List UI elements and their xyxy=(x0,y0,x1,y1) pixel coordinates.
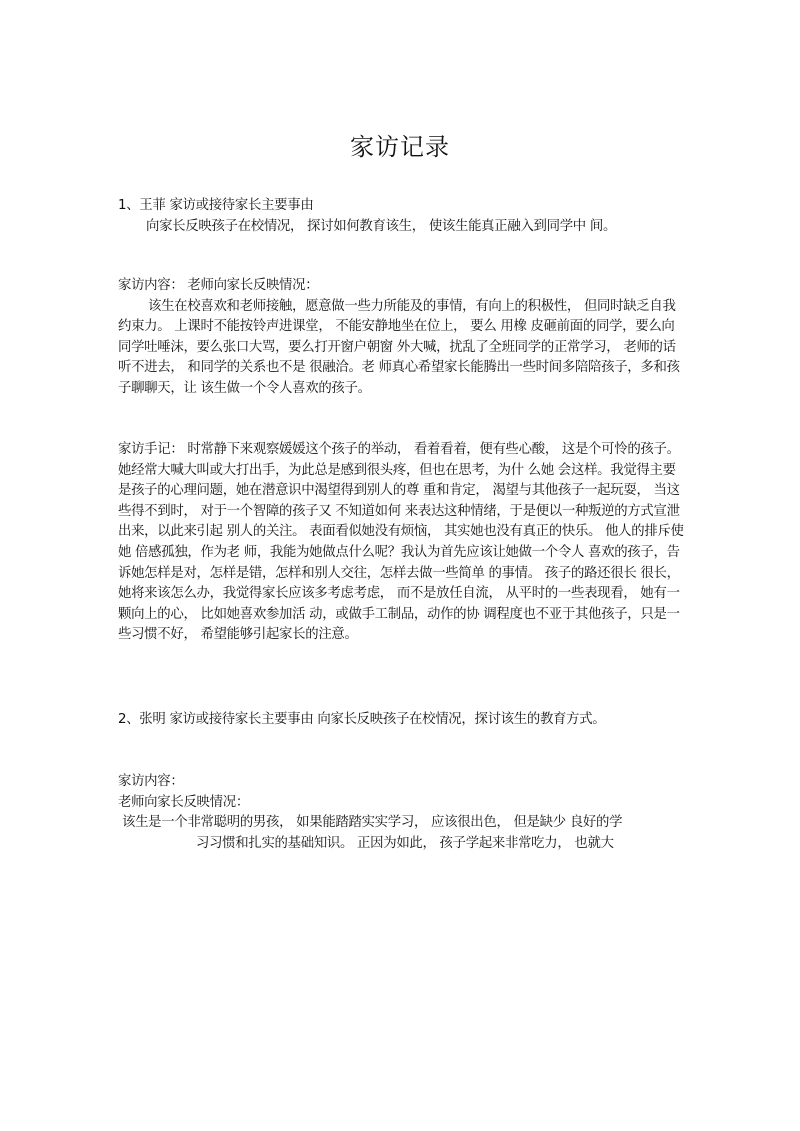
document-title: 家访记录 xyxy=(350,133,450,161)
section-2-content-sublabel: 老师向家长反映情况： xyxy=(118,794,249,810)
section-2-content-line-2: 习习惯和扎实的基础知识。 正因为如此， 孩子学起来非常吃力， 也就大 xyxy=(196,835,614,851)
section-1-heading: 1、王菲 家访或接待家长主要事由 xyxy=(118,198,314,213)
section-2-content-block xyxy=(118,772,684,854)
section-2-heading: 2、张明 家访或接待家长主要事由 向家长反映孩子在校情况，探讨该生的教育方式。 xyxy=(118,712,606,727)
section-1-heading-block xyxy=(118,196,684,237)
section-1-notes-label: 家访手记： xyxy=(118,442,184,457)
section-1-reason: 向家长反映孩子在校情况， 探讨如何教育该生， 使该生能真正融入到同学中 间。 xyxy=(146,218,617,234)
section-2-content-label: 家访内容： xyxy=(118,774,184,789)
section-1-content-block xyxy=(118,276,684,400)
section-2-content-line-1: 该生是一个非常聪明的男孩， 如果能踏踏实实学习， 应该很出色， 但是缺少 良好的学 xyxy=(122,815,623,831)
section-1-content-label: 家访内容： 老师向家长反映情况： xyxy=(118,278,319,293)
section-1-notes-paragraph xyxy=(118,440,684,646)
section-2-heading-block xyxy=(118,710,684,731)
section-1-content-text: 该生在校喜欢和老师接触，愿意做一些力所能及的事情，有向上的积极性， 但同时缺乏自我约束力。 上课时不能按铃声进课堂， 不能安静地坐在位上， 要么 用橡 皮砸前面的同学，要么向同学吐唾沫，要么张口大骂，要么打开窗户朝窗 外大喊，扰乱了全班同学的正常学习， 老师的话听不进去， 和同学的关系也不是 很融洽。老 师真心希望家长能腾出一些时间多陪陪孩子，多和孩子聊聊天，让 该生做一个令人喜欢的孩子。 xyxy=(118,298,680,396)
section-1-notes-text: 时常静下来观察媛媛这个孩子的举动， 看着看着，便有些心酸， 这是个可怜的孩子。她经常大喊大叫或大打出手，为此总是感到很头疼，但也在思考，为什 么她 会这样。我觉得主要是孩子的心理问题，她在潜意识中渴望得到别人的尊 重和肯定， 渴望与其他孩子一起玩耍， 当这些得不到时， 对于一个智障的孩子又 不知道如何 来表达这种情绪，于是便以一种叛逆的方式宣泄出来，以此来引起 别人的关注。 表面看似她没有烦恼， 其实她也没有真正的快乐。 他人的排斥使她 倍感孤独，作为老 师，我能为她做点什么呢？我认为首先应该让她做一个令人 喜欢的孩子，告诉她怎样是对，怎样是错，怎样和别人交往，怎样去做一些简单 的事情。 孩子的路还很长 很长， 她将来该怎么办，我觉得家长应该多考虑考虑， 而不是放任自流， 从平时的一些表现看， 她有一颗向上的心， 比如她喜欢参加活 动，或做手工制品，动作的协 调程度也不亚于其他孩子，只是一些习惯不好， 希望能够引起家长的注意。 xyxy=(118,442,684,643)
section-1-notes-block xyxy=(118,440,684,646)
